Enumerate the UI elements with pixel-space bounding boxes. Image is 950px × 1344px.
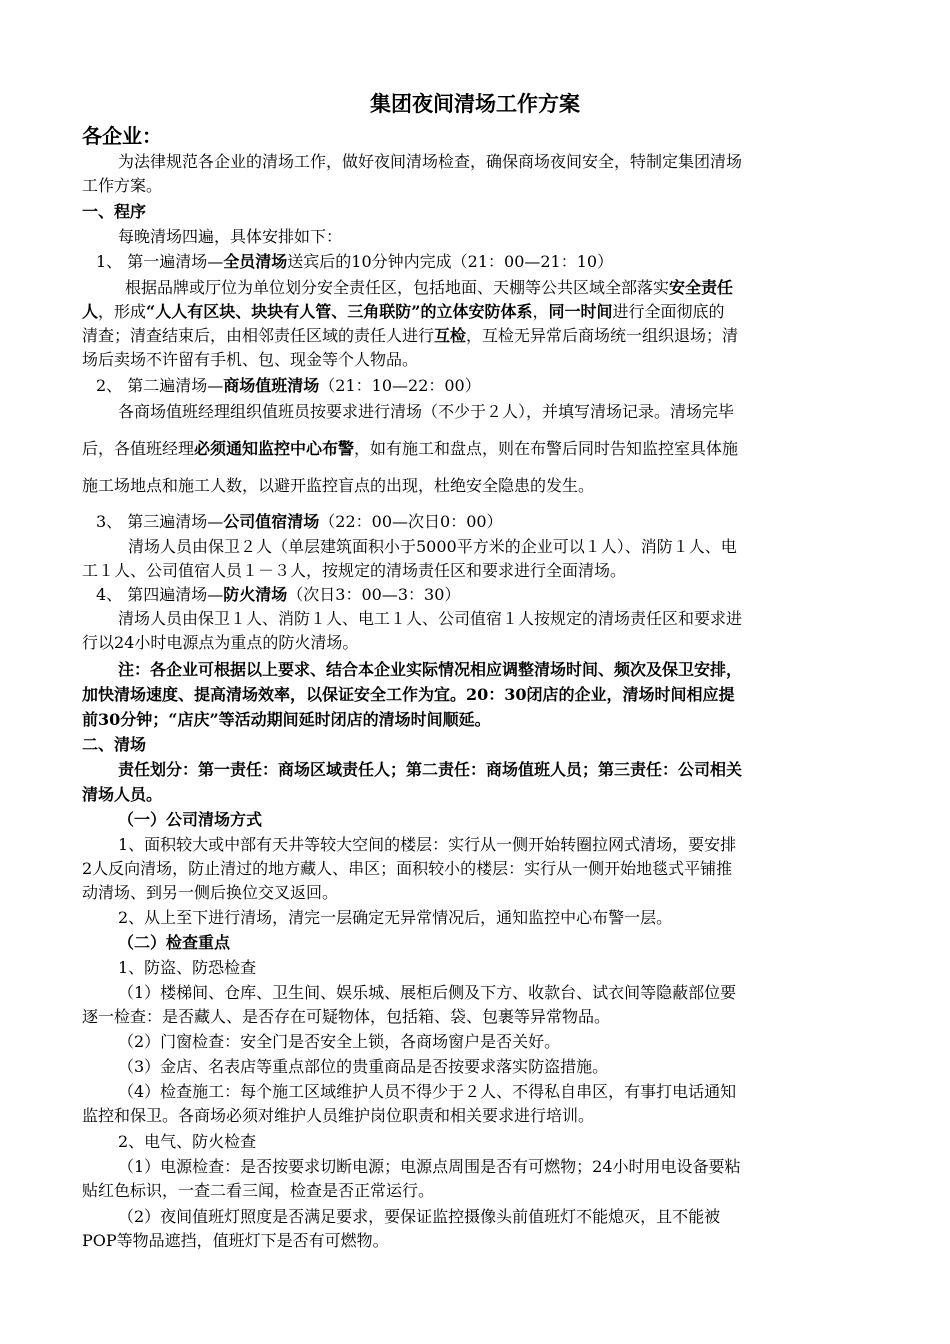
check-1-3: （3）金店、名表店等重点部位的贵重商品是否按要求落实防盗措施。 bbox=[118, 1057, 609, 1076]
step-4-heading bbox=[96, 583, 882, 607]
step-3-prefix: 3、 第三遍清场— bbox=[96, 512, 224, 531]
step-1-para-line-3 bbox=[82, 324, 868, 348]
section-1-lead: 每晚清场四遍，具体安排如下： bbox=[118, 227, 343, 246]
check-1-4-line-1: （4）检查施工：每个施工区域维护人员不得少于２人、不得私自串区，有事打电话通知 bbox=[118, 1082, 737, 1101]
step-1-para-line-2 bbox=[82, 300, 868, 324]
step-3-time: （22：00—次日0：00） bbox=[319, 512, 503, 531]
text-run-bold: 同一时间 bbox=[548, 302, 613, 321]
text-run-bold: 互检 bbox=[434, 326, 467, 345]
step-2-heading bbox=[96, 374, 882, 398]
section-1-heading: 一、程序 bbox=[82, 202, 147, 221]
step-4-time: （次日3：00—3：30） bbox=[287, 585, 461, 604]
note-line-3: 前30分钟；“店庆”等活动期间延时闭店的清场时间顺延。 bbox=[82, 710, 491, 729]
method-1-line-2: 2人反向清场，防止清过的地方藏人、串区；面积较小的楼层：实行从一侧开始地毯式平铺推 bbox=[82, 859, 733, 878]
step-4-prefix: 4、 第四遍清场— bbox=[96, 585, 224, 604]
note-line-2: 加快清场速度、提高清场效率，以保证安全工作为宜。20：30闭店的企业，清场时间相应提 bbox=[82, 685, 735, 704]
check-2-2-line-1: （2）夜间值班灯照度是否满足要求，要保证监控摄像头前值班灯不能熄灭，且不能被 bbox=[118, 1207, 721, 1226]
subsection-2-heading: （二）检查重点 bbox=[118, 933, 231, 952]
salutation: 各企业： bbox=[82, 124, 162, 148]
text-run: 进行全面彻底的 bbox=[612, 302, 725, 321]
check-2-1-line-2: 贴红色标识，一查二看三闻，检查是否正常运行。 bbox=[82, 1181, 435, 1200]
note-line-1: 注：各企业可根据以上要求、结合本企业实际情况相应调整清场时间、频次及保卫安排， bbox=[118, 660, 743, 679]
method-1-line-3: 动清场、到另一侧后换位交叉返回。 bbox=[82, 883, 339, 902]
responsibility-line-1: 责任划分：第一责任：商场区域责任人；第二责任：商场值班人员；第三责任：公司相关 bbox=[118, 760, 743, 779]
method-1-line-1: 1、面积较大或中部有天井等较大空间的楼层：实行从一侧开始转圈拉网式清场，要安排 bbox=[118, 835, 737, 854]
step-4-name: 防火清场 bbox=[223, 585, 288, 604]
intro-line-2: 工作方案。 bbox=[82, 176, 163, 195]
text-run: ，互检无异常后商场统一组织退场；清 bbox=[466, 326, 739, 345]
step-2-prefix: 2、 第二遍清场— bbox=[96, 376, 224, 395]
section-2-heading: 二、清场 bbox=[82, 735, 147, 754]
intro-line-1: 为法律规范各企业的清场工作，做好夜间清场检查，确保商场夜间安全，特制定集团清场 bbox=[118, 152, 743, 171]
step-4-para-line-2: 行以24小时电源点为重点的防火清场。 bbox=[82, 633, 359, 652]
text-run: ，如有施工和盘点，则在布警后同时告知监控室具体施 bbox=[354, 439, 739, 458]
step-1-time: 送宾后的10分钟内完成（21：00—21：10） bbox=[287, 252, 614, 271]
text-run-bold: 人 bbox=[82, 302, 99, 321]
text-run: ，形成 bbox=[98, 302, 147, 321]
text-run: 后，各值班经理 bbox=[82, 439, 195, 458]
check-1-2: （2）门窗检查：安全门是否安全上锁，各商场窗户是否关好。 bbox=[118, 1032, 561, 1051]
step-4-para-line-1: 清场人员由保卫１人、消防１人、电工１人、公司值宿１人按规定的清场责任区和要求进 bbox=[118, 609, 743, 628]
step-2-para-line-1: 各商场值班经理组织值班员按要求进行清场（不少于２人），并填写清场记录。清场完毕 bbox=[118, 402, 735, 421]
text-run: 根据品牌或厅位为单位划分安全责任区，包括地面、天棚等公共区域全部落实 bbox=[125, 278, 670, 297]
step-2-time: （21：10—22：00） bbox=[319, 376, 481, 395]
text-run: 清查；清查结束后，由相邻责任区域的责任人进行 bbox=[82, 326, 435, 345]
responsibility-line-2: 清场人员。 bbox=[82, 785, 163, 804]
step-2-para-line-2 bbox=[82, 437, 868, 461]
step-3-heading bbox=[96, 510, 882, 534]
check-1-1-line-1: （1）楼梯间、仓库、卫生间、娱乐城、展柜后侧及下方、收款台、试衣间等隐蔽部位要 bbox=[118, 983, 737, 1002]
check-2-1-line-1: （1）电源检查：是否按要求切断电源；电源点周围是否有可燃物；24小时用电设备要粘 bbox=[118, 1157, 741, 1176]
text-run-bold: 安全责任 bbox=[669, 278, 734, 297]
step-1-para-line-1 bbox=[125, 276, 870, 300]
step-2-para-line-3: 施工场地点和施工人数，以避开监控盲点的出现，杜绝安全隐患的发生。 bbox=[82, 476, 595, 495]
step-1-heading bbox=[96, 250, 882, 274]
check-2-heading: 2、电气、防火检查 bbox=[118, 1132, 257, 1151]
check-1-1-line-2: 逐一检查：是否藏人、是否存在可疑物体，包括箱、袋、包裹等异常物品。 bbox=[82, 1007, 611, 1026]
check-1-4-line-2: 监控和保卫。各商场必须对维护人员维护岗位职责和相关要求进行培训。 bbox=[82, 1106, 595, 1125]
document-title: 集团夜间清场工作方案 bbox=[370, 92, 580, 116]
step-1-prefix: 1、 第一遍清场— bbox=[96, 252, 224, 271]
step-1-name: 全员清场 bbox=[223, 252, 288, 271]
subsection-1-heading: （一）公司清场方式 bbox=[118, 810, 263, 829]
step-2-name: 商场值班清场 bbox=[223, 376, 320, 395]
step-3-name: 公司值宿清场 bbox=[223, 512, 320, 531]
step-1-para-line-4: 场后卖场不许留有手机、包、现金等个人物品。 bbox=[82, 350, 419, 369]
check-2-2-line-2: POP等物品遮挡，值班灯下是否有可燃物。 bbox=[82, 1231, 389, 1250]
text-run-bold: “人人有区块、块块有人管、三角联防”的立体安防体系 bbox=[146, 302, 533, 321]
method-2: 2、从上至下进行清场，清完一层确定无异常情况后，通知监控中心布警一层。 bbox=[118, 908, 673, 927]
text-run-bold: 必须通知监控中心布警 bbox=[194, 439, 355, 458]
text-run: ， bbox=[532, 302, 549, 321]
step-3-para-line-2: 工１人、公司值宿人员１－３人，按规定的清场责任区和要求进行全面清场。 bbox=[82, 561, 627, 580]
step-3-para-line-1: 清场人员由保卫２人（单层建筑面积小于5000平方米的企业可以１人）、消防１人、电 bbox=[128, 537, 737, 556]
check-1-heading: 1、防盗、防恐检查 bbox=[118, 958, 257, 977]
